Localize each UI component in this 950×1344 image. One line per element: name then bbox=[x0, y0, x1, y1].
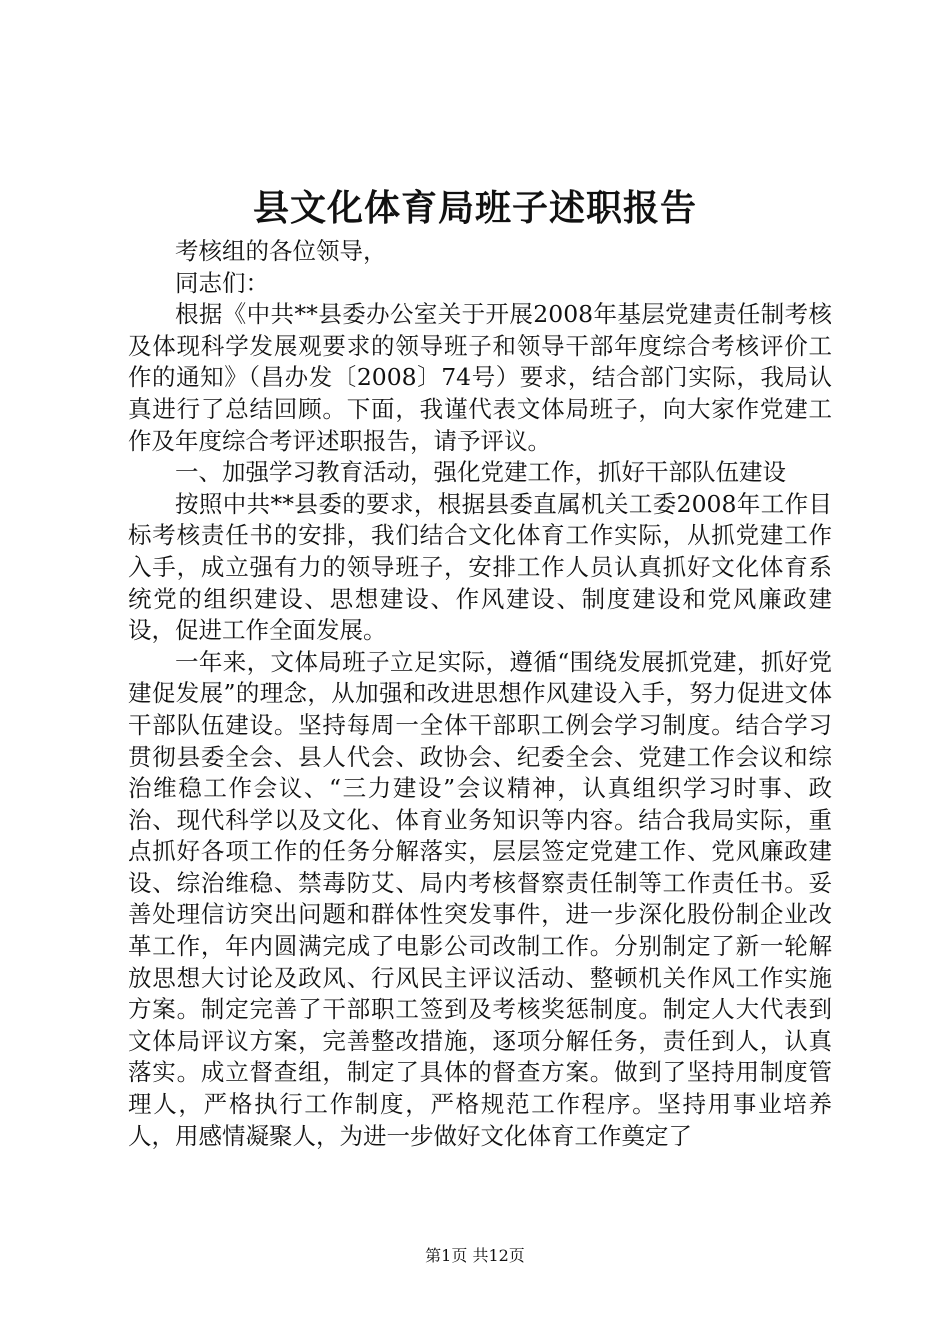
page-number-footer: 第1页 共12页 bbox=[425, 1246, 525, 1265]
document-title: 县文化体育局班子述职报告 bbox=[252, 187, 697, 229]
section-heading-1: 一、加强学习教育活动，强化党建工作，抓好干部队伍建设 bbox=[175, 458, 786, 487]
document-body bbox=[128, 236, 832, 1152]
salutation-leaders: 考核组的各位领导， bbox=[175, 237, 387, 265]
body-paragraph: 按照中共**县委的要求，根据县委直属机关工委2008年工作目标考核责任书的安排，我们结合文化体育工作实际，从抓党建工作入手，成立强有力的领导班子，安排工作人员认真抓好文化体育系统党的组织建设、思想建设、作风建设、制度建设和党风廉政建设，促进工作全面发展。 bbox=[128, 489, 832, 645]
body-paragraph: 一年来，文体局班子立足实际，遵循“围绕发展抓党建，抓好党建促发展”的理念，从加强和改进思想作风建设入手，努力促进文体干部队伍建设。坚持每周一全体干部职工例会学习制度。结合学习贯彻县委全会、县人代会、政协会、纪委全会、党建工作会议和综治维稳工作会议、“三力建设”会议精神，认真组织学习时事、政治、现代科学以及文化、体育业务知识等内容。结合我局实际，重点抓好各项工作的任务分解落实，层层签定党建工作、党风廉政建设、综治维稳、禁毒防艾、局内考核督察责任制等工作责任书。妥善处理信访突出问题和群体性突发事件，进一步深化股份制企业改革工作，年内圆满完成了电影公司改制工作。分别制定了新一轮解放思想大讨论及政风、行风民主评议活动、整顿机关作风工作实施方案。制定完善了干部职工签到及考核奖惩制度。制定人大代表到文体局评议方案，完善整改措施，逐项分解任务，责任到人，认真落实。成立督查组，制定了具体的督查方案。做到了坚持用制度管理人，严格执行工作制度，严格规范工作程序。坚持用事业培养人，用感情凝聚人，为进一步做好文化体育工作奠定了 bbox=[128, 647, 832, 1150]
salutation-comrades: 同志们： bbox=[175, 268, 269, 297]
intro-paragraph: 根据《中共**县委办公室关于开展2008年基层党建责任制考核及体现科学发展观要求的领导班子和领导干部年度综合考核评价工作的通知》（昌办发〔2008〕74号）要求，结合部门实际，我局认真进行了总结回顾。下面，我谨代表文体局班子，向大家作党建工作及年度综合考评述职报告，请予评议。 bbox=[128, 300, 832, 455]
